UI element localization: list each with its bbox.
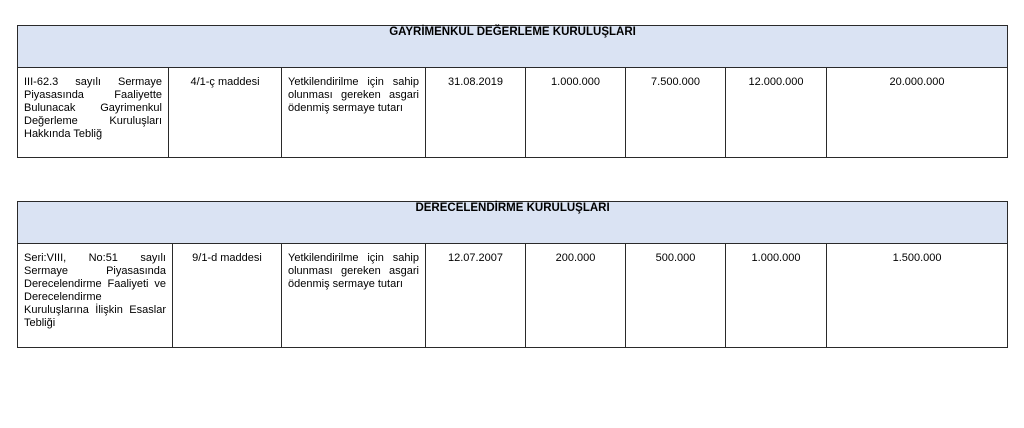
- amount-cell: [626, 68, 726, 158]
- regulation-text: Seri:VIII, No:51 sayılı Sermaye Piyasasında Derecelendirme Faaliyeti ve Derecelendirme Kuruluşlarına İlişkin Esaslar Tebliği: [24, 252, 166, 329]
- table-row: [18, 68, 1008, 158]
- requirement-cell: [282, 68, 426, 158]
- table-row: [18, 244, 1008, 348]
- amount-text: 20.000.000: [889, 76, 945, 88]
- article-cell: [169, 68, 282, 158]
- amount-text: 500.000: [655, 252, 696, 264]
- amount-cell: [827, 68, 1008, 158]
- amount-text: 1.000.000: [551, 76, 600, 88]
- date-cell: [426, 244, 526, 348]
- amount-cell: [726, 68, 827, 158]
- date-text: 31.08.2019: [447, 76, 504, 88]
- requirement-text: Yetkilendirilme için sahip olunması gereken asgari ödenmiş sermaye tutarı: [288, 76, 419, 114]
- amount-text: 7.500.000: [651, 76, 700, 88]
- amount-cell: [827, 244, 1008, 348]
- amount-text: 1.500.000: [892, 252, 942, 264]
- section-title: GAYRİMENKUL DEĞERLEME KURULUŞLARI: [18, 26, 1008, 68]
- requirement-cell: [282, 244, 426, 348]
- article-text: 9/1-d maddesi: [192, 252, 262, 264]
- requirement-text: Yetkilendirilme için sahip olunması gereken asgari ödenmiş sermaye tutarı: [288, 252, 419, 290]
- section-title: DERECELENDİRME KURULUŞLARI: [18, 202, 1008, 244]
- date-text: 12.07.2007: [447, 252, 504, 264]
- article-text: 4/1-ç maddesi: [190, 76, 260, 88]
- regulation-cell: [18, 244, 173, 348]
- amount-text: 200.000: [555, 252, 596, 264]
- date-cell: [426, 68, 526, 158]
- amount-cell: [726, 244, 827, 348]
- article-cell: [173, 244, 282, 348]
- amount-cell: [526, 68, 626, 158]
- regulation-cell: [18, 68, 169, 158]
- gayrimenkul-table: [17, 25, 1008, 158]
- amount-text: 12.000.000: [748, 76, 804, 88]
- regulation-text: III-62.3 sayılı Sermaye Piyasasında Faaliyette Bulunacak Gayrimenkul Değerleme Kuruluşları Hakkında Tebliğ: [24, 76, 162, 140]
- amount-cell: [526, 244, 626, 348]
- derecelendirme-table: [17, 201, 1008, 348]
- amount-text: 1.000.000: [751, 252, 801, 264]
- amount-cell: [626, 244, 726, 348]
